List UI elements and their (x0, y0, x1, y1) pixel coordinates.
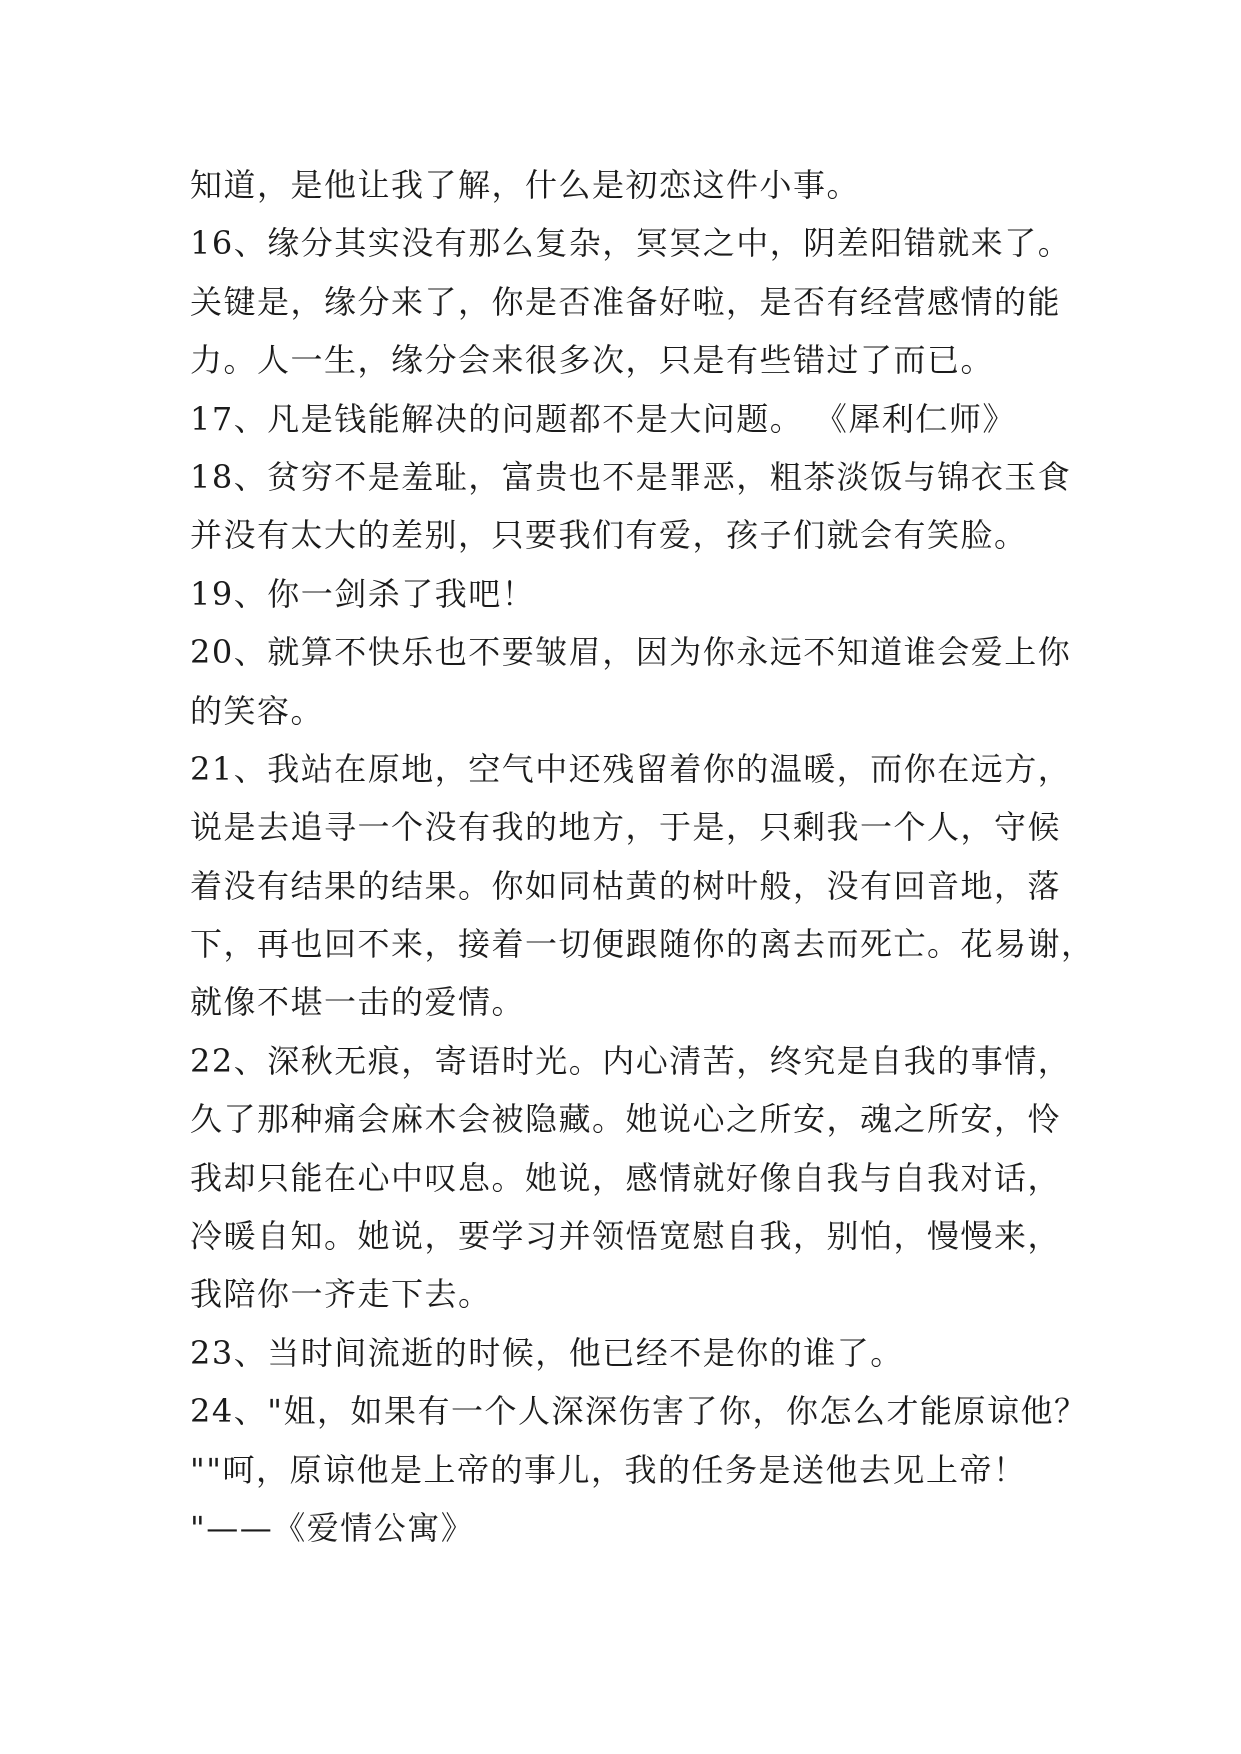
text-line: 17、凡是钱能解决的问题都不是大问题。 《犀利仁师》 (190, 399, 1016, 438)
text-line: 22、深秋无痕，寄语时光。内心清苦，终究是自我的事情， (190, 1041, 1072, 1080)
text-line: 知道，是他让我了解，什么是初恋这件小事。 (190, 166, 861, 204)
text-line: 我却只能在心中叹息。她说，感情就好像自我与自我对话， (190, 1158, 1062, 1197)
text-line: 并没有太大的差别，只要我们有爱，孩子们就会有笑脸。 (190, 516, 1028, 555)
text-line: 我陪你一齐走下去。 (190, 1275, 492, 1314)
text-line: 力。人一生，缘分会来很多次，只是有些错过了而已。 (190, 341, 995, 380)
text-line: ""呵，原谅他是上帝的事儿，我的任务是送他去见上帝！ (190, 1450, 1027, 1489)
text-line: 说是去追寻一个没有我的地方，于是，只剩我一个人，守候 (190, 808, 1062, 847)
text-line: 关键是，缘分来了，你是否准备好啦，是否有经营感情的能 (190, 282, 1062, 321)
text-line: 冷暖自知。她说，要学习并领悟宽慰自我，别怕，慢慢来， (190, 1217, 1062, 1256)
text-line: 下，再也回不来，接着一切便跟随你的离去而死亡。花易谢， (190, 925, 1095, 964)
document-body (190, 156, 1095, 1557)
text-line: 19、你一剑杀了我吧！ (190, 574, 536, 613)
text-line: 着没有结果的结果。你如同枯黄的树叶般，没有回音地，落 (190, 866, 1062, 905)
text-line: 24、"姐，如果有一个人深深伤害了你，你怎么才能原谅他？ (190, 1392, 1088, 1431)
text-line: 16、缘分其实没有那么复杂，冥冥之中，阴差阳错就来了。 (190, 224, 1072, 263)
text-line: 20、就算不快乐也不要皱眉，因为你永远不知道谁会爱上你 (190, 633, 1072, 672)
text-line: 23、当时间流逝的时候，他已经不是你的谁了。 (190, 1333, 904, 1372)
text-line: 久了那种痛会麻木会被隐藏。她说心之所安，魂之所安，怜 (190, 1100, 1062, 1139)
text-line: "——《爱情公寓》 (190, 1508, 475, 1547)
text-line: 就像不堪一击的爱情。 (190, 983, 526, 1022)
text-line: 的笑容。 (190, 691, 325, 730)
text-line: 18、贫穷不是羞耻，富贵也不是罪恶，粗茶淡饭与锦衣玉食 (190, 457, 1072, 496)
text-line: 21、我站在原地，空气中还残留着你的温暖，而你在远方， (190, 749, 1072, 788)
